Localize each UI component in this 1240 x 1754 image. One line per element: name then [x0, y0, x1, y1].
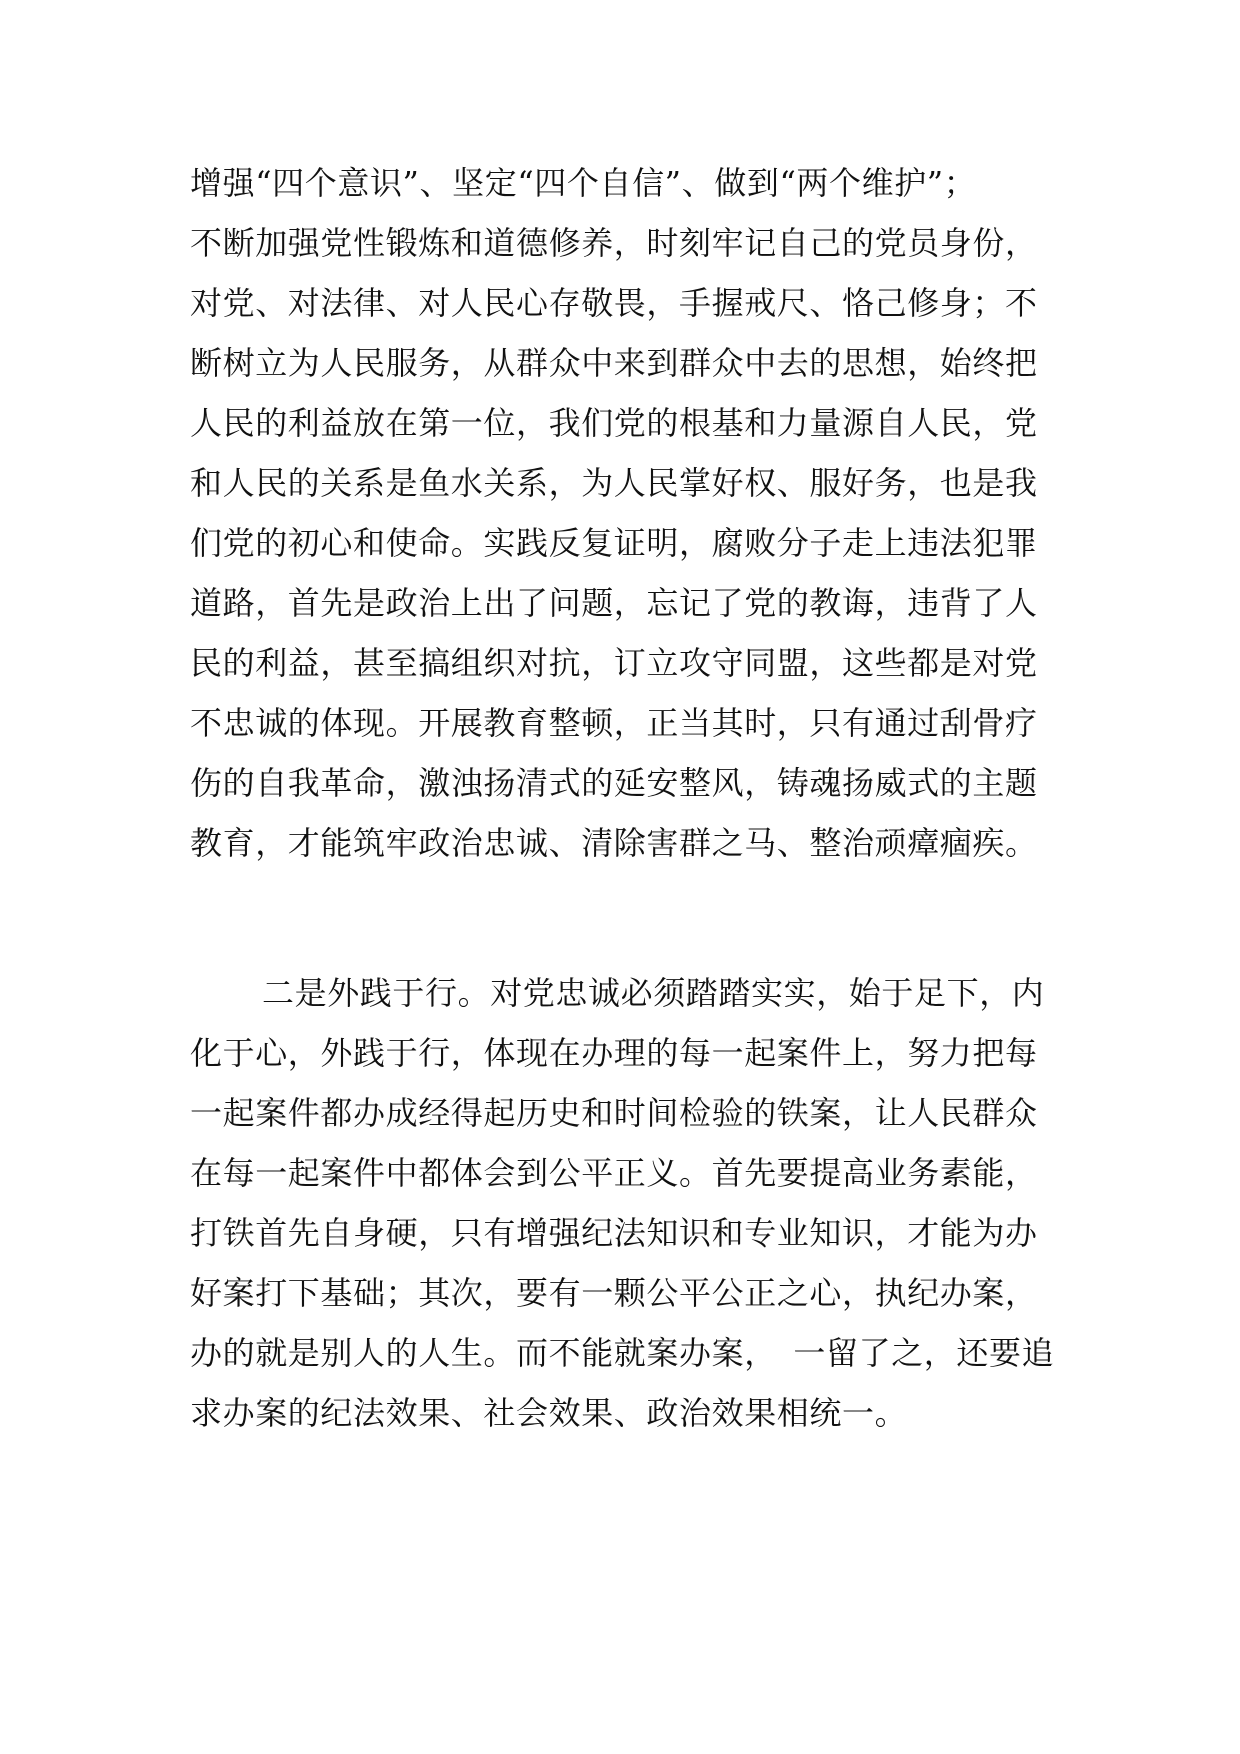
text-line: 和人民的关系是鱼水关系，为人民掌好权、服好务，也是我	[190, 464, 1038, 502]
text-line: 对党、对法律、对人民心存敬畏，手握戒尺、恪己修身；不	[190, 284, 1038, 322]
text-line: 办的就是别人的人生。而不能就案办案， 一留了之，还要追	[190, 1334, 1055, 1372]
text-line: 伤的自我革命，激浊扬清式的延安整风，铸魂扬威式的主题	[190, 764, 1038, 802]
text-line: 们党的初心和使命。实践反复证明，腐败分子走上违法犯罪	[190, 524, 1038, 562]
text-line: 二是外践于行。对党忠诚必须踏踏实实，始于足下，内	[262, 974, 1045, 1012]
text-line: 民的利益，甚至搞组织对抗，订立攻守同盟，这些都是对党	[190, 644, 1038, 682]
text-line: 增强“四个意识”、坚定“四个自信”、做到“两个维护”；	[190, 164, 977, 202]
text-line: 打铁首先自身硬，只有增强纪法知识和专业知识，才能为办	[190, 1214, 1038, 1252]
text-line: 人民的利益放在第一位，我们党的根基和力量源自人民，党	[190, 404, 1038, 442]
text-line: 不忠诚的体现。开展教育整顿，正当其时，只有通过刮骨疗	[190, 704, 1038, 742]
text-line: 教育，才能筑牢政治忠诚、清除害群之马、整治顽瘴痼疾。	[190, 824, 1038, 862]
text-line: 在每一起案件中都体会到公平正义。首先要提高业务素能，	[190, 1154, 1038, 1192]
text-line: 断树立为人民服务，从群众中来到群众中去的思想，始终把	[190, 344, 1038, 382]
text-line: 好案打下基础；其次，要有一颗公平公正之心，执纪办案，	[190, 1274, 1038, 1312]
text-line: 道路，首先是政治上出了问题，忘记了党的教诲，违背了人	[190, 584, 1038, 622]
text-line: 不断加强党性锻炼和道德修养，时刻牢记自己的党员身份，	[190, 224, 1038, 262]
text-line: 化于心，外践于行，体现在办理的每一起案件上，努力把每	[190, 1034, 1038, 1072]
text-line: 求办案的纪法效果、社会效果、政治效果相统一。	[190, 1394, 908, 1432]
text-line: 一起案件都办成经得起历史和时间检验的铁案，让人民群众	[190, 1094, 1038, 1132]
